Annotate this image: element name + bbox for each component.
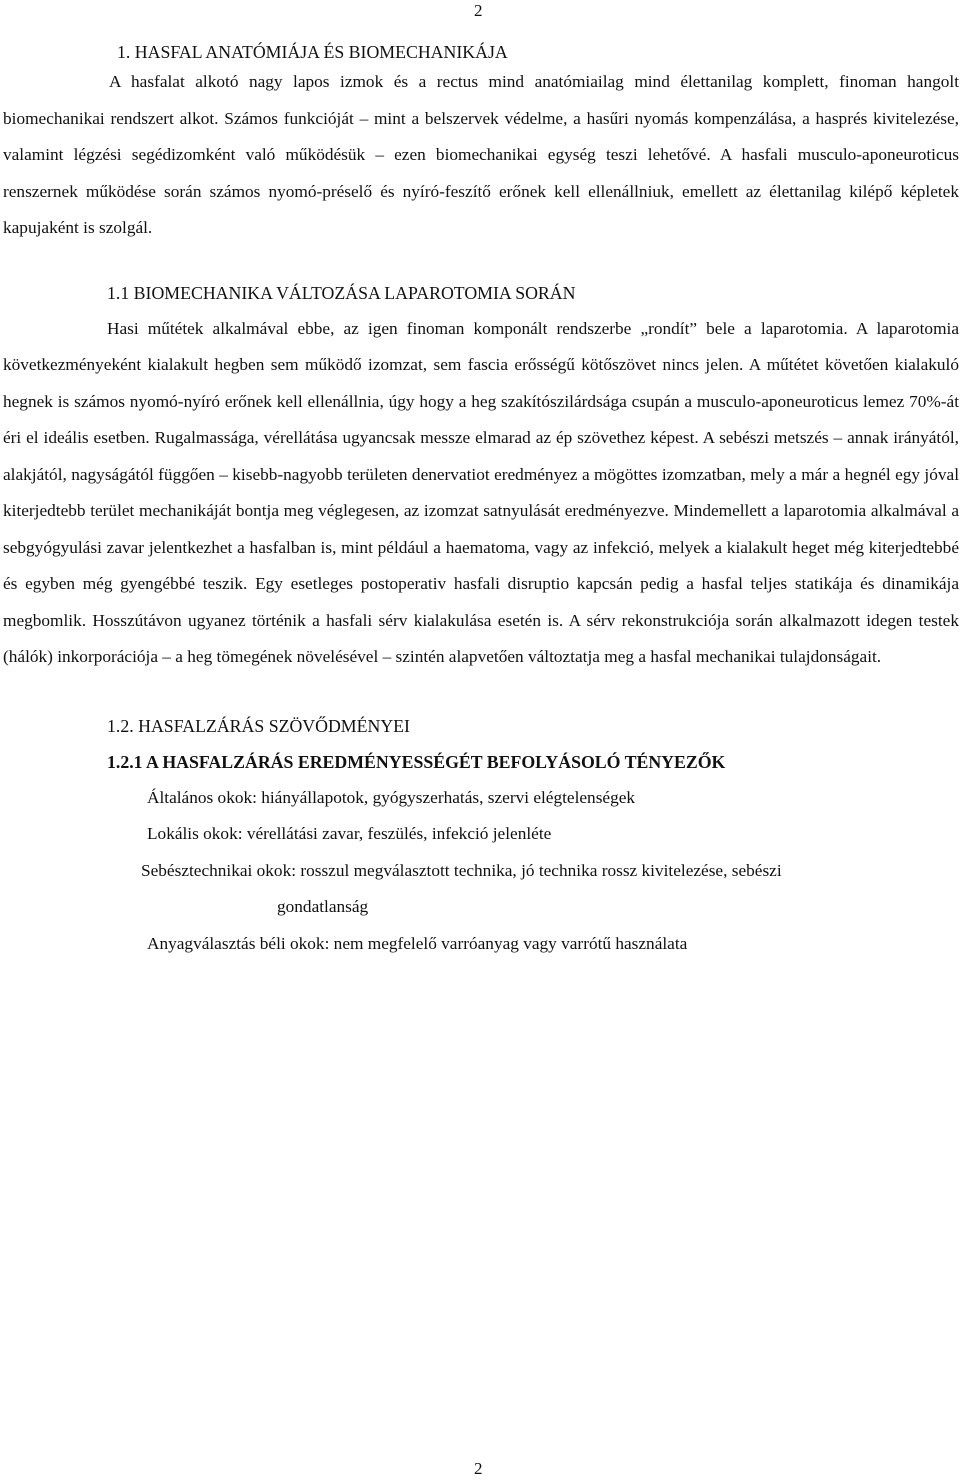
- factor-local: Lokális okok: vérellátási zavar, feszülés, infekció jelenléte: [147, 824, 552, 843]
- section-1-1-paragraph: Hasi műtétek alkalmával ebbe, az igen finoman komponált rendszerbe „rondít” bele a laparotomia. A laparotomia következményeként kialakult hegben sem működő izomzat, sem fascia erősségű kötőszövet nincs jelen. A műtétet követően kialakuló hegnek is számos nyomó-nyíró erőnek kell ellenállnia, úgy hogy a heg szakítószilárdsága csupán a musculo-aponeuroticus lemez 70%-át éri el ideális esetben. Rugalmassága, vérellátása ugyancsak messze elmarad az ép szövethez képest. A sebészi metszés – annak irányától, alakjától, nagyságától függően – kisebb-nagyobb területen denervatiot eredményez a mögöttes izomzatban, mely a már a hegnél egy jóval kiterjedtebb terület mechanikáját bontja meg véglegesen, az izomzat satnyulását eredményezve. Mindemellett a laparotomia alkalmával a sebgyógyulási zavar jelentkezhet a hasfalban is, mint például a haematoma, vagy az infekció, melyek a kialakult heget még kiterjedtebbé és egyben még gyengébbé teszik. Egy esetleges postoperativ hasfali disruptio kapcsán pedig a hasfal teljes statikája és dinamikája megbomlik. Hosszútávon ugyanez történik a hasfali sérv kialakulása esetén is. A sérv rekonstrukciója során alkalmazott idegen testek (hálók) inkorporációja – a heg tömegének növelésével – szintén alapvetően változtatja meg a hasfal mechanikai tulajdonságait.: [3, 318, 959, 666]
- factor-technique: Sebésztechnikai okok: rosszul megválasztott technika, jó technika rossz kivitelezése, sebészi: [141, 860, 782, 880]
- factor-material: Anyagválasztás béli okok: nem megfelelő varróanyag vagy varrótű használata: [147, 933, 688, 953]
- section-1-paragraph: A hasfalat alkotó nagy lapos izmok és a rectus mind anatómiailag mind élettanilag komplett, finoman hangolt biomechanikai rendszert alkot. Számos funkcióját – mint a belszervek védelme, a hasűri nyomás kompenzálása, a hasprés kivitelezése, valamint légzési segédizomként való működésük – ezen biomechanikai egység teszi lehetővé. A hasfali musculo-aponeuroticus renszernek működése során számos nyomó-préselő és nyíró-feszítő erőnek kell ellenállniuk, emellett az élettanilag kilépő képletek kapujaként is szolgál.: [3, 72, 959, 237]
- section-1-heading: 1. HASFAL ANATÓMIÁJA ÉS BIOMECHANIKÁJA: [117, 42, 508, 62]
- section-1-1-heading: 1.1 BIOMECHANIKA VÁLTOZÁSA LAPAROTOMIA SORÁN: [107, 282, 576, 303]
- page-number-top: 2: [474, 1, 483, 20]
- document-body: [3, 40, 959, 962]
- section-1-2-1-heading: 1.2.1 A HASFALZÁRÁS EREDMÉNYESSÉGÉT BEFOLYÁSOLÓ TÉNYEZŐK: [107, 751, 726, 772]
- section-1-2-heading: 1.2. HASFALZÁRÁS SZÖVŐDMÉNYEI: [107, 715, 410, 736]
- factor-technique-continuation: gondatlanság: [277, 897, 369, 916]
- page-number-bottom: 2: [474, 1459, 483, 1478]
- factor-general: Általános okok: hiányállapotok, gyógyszerhatás, szervi elégtelenségek: [147, 787, 636, 807]
